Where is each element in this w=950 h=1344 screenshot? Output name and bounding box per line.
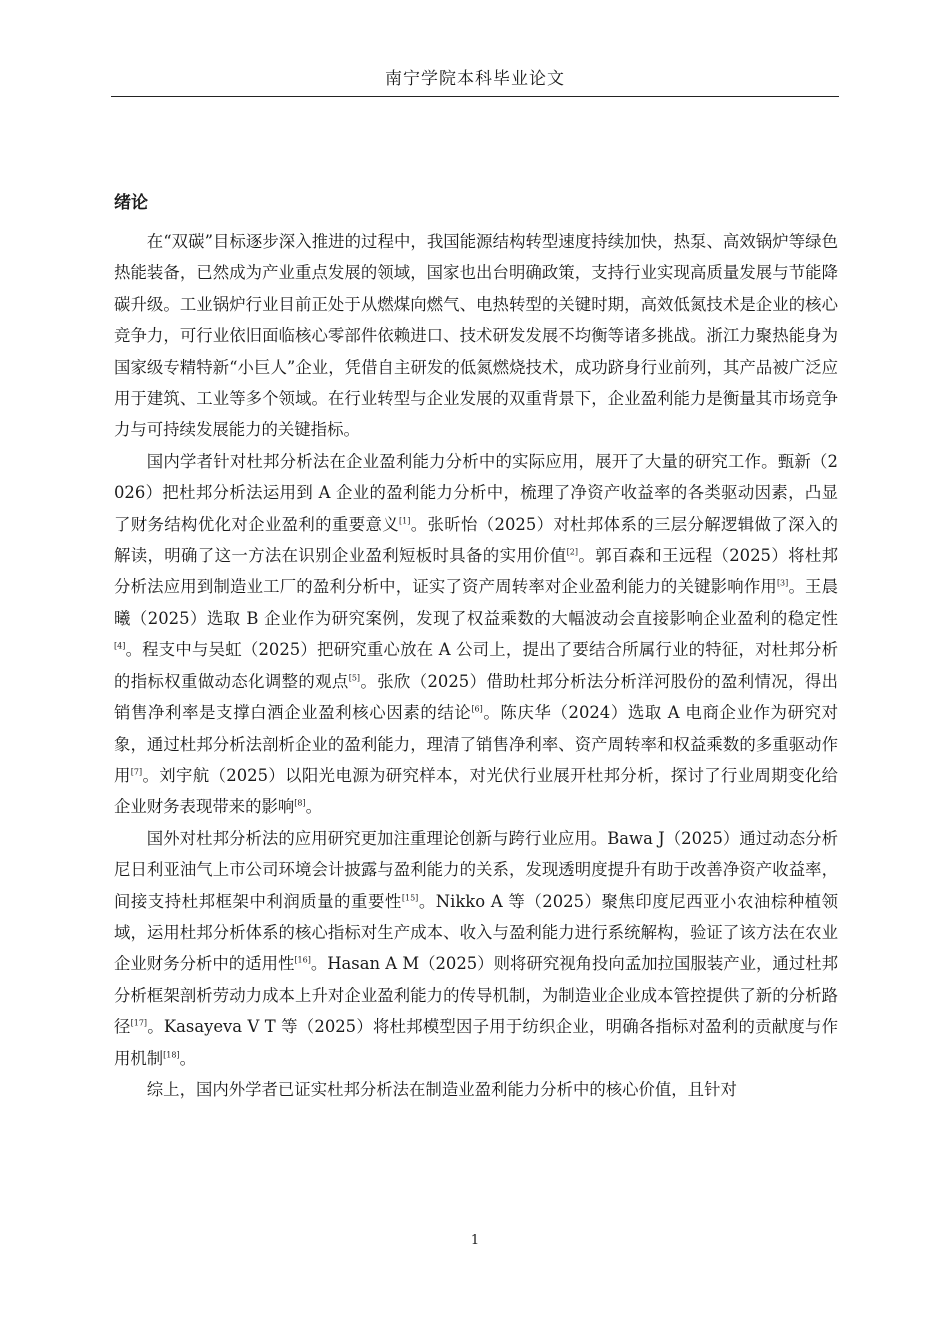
citation-marker: [15] xyxy=(401,893,419,903)
paragraph-intro: 在“双碳”目标逐步深入推进的过程中，我国能源结构转型速度持续加快，热泵、高效锅炉等绿色热能装备，已然成为产业重点发展的领域，国家也出台明确政策，支持行业实现高质量发展与节能降碳升级。工业锅炉行业目前正处于从燃煤向燃气、电热转型的关键时期，高效低氮技术是企业的核心竞争力，可行业依旧面临核心零部件依赖进口、技术研发发展不均衡等诸多挑战。浙江力聚热能身为国家级专精特新“小巨人”企业，凭借自主研发的低氮燃烧技术，成功跻身行业前列，其产品被广泛应用于建筑、工业等多个领域。在行业转型与企业发展的双重背景下，企业盈利能力是衡量其市场竞争力与可持续发展能力的关键指标。 xyxy=(114,232,838,440)
citation-marker: [7] xyxy=(130,767,143,777)
citation-marker: [3] xyxy=(776,579,789,588)
section-title: 绪论 xyxy=(114,193,148,213)
citation-marker: [6] xyxy=(471,704,483,714)
page-header xyxy=(111,66,839,97)
citation-marker: [18] xyxy=(163,1050,180,1060)
citation-marker: [17] xyxy=(130,1018,148,1028)
page-number: 1 xyxy=(470,1233,480,1248)
paragraph-domestic-research: 国内学者针对杜邦分析法在企业盈利能力分析中的实际应用，展开了大量的研究工作。甄新（2026）把杜邦分析法运用到 A 企业的盈利能力分析中，梳理了净资产收益率的各类驱动因素，凸显了财务结构优化对企业盈利的重要意义[1]。张昕怡（2025）对杜邦体系的三层分解逻辑做了深入的解读，明确了这一方法在识别企业盈利短板时具备的实用价值[2]。郭百森和王远程（2025）将杜邦分析法应用到制造业工厂的盈利分析中，证实了资产周转率对企业盈利能力的关键影响作用[3]。王晨曦（2025）选取 B 企业作为研究案例，发现了权益乘数的大幅波动会直接影响企业盈利的稳定性[4]。程支中与吴虹（2025）把研究重心放在 A 公司上，提出了要结合所属行业的特征，对杜邦分析的指标权重做动态化调整的观点[5]。张欣（2025）借助杜邦分析法分析洋河股份的盈利情况，得出销售净利率是支撑白酒企业盈利核心因素的结论[6]。陈庆华（2024）选取 A 电商企业作为研究对象，通过杜邦分析法剖析企业的盈利能力，理清了销售净利率、资产周转率和权益乘数的多重驱动作用[7]。刘宇航（2025）以阳光电源为研究样本，对光伏行业展开杜邦分析，探讨了行业周期变化给企业财务表现带来的影响[8]。 xyxy=(114,451,839,817)
citation-marker: [16] xyxy=(294,955,311,965)
document-body xyxy=(114,190,838,1105)
citation-marker: [8] xyxy=(294,798,306,808)
citation-marker: [5] xyxy=(348,673,361,683)
paragraph-summary: 综上，国内外学者已证实杜邦分析法在制造业盈利能力分析中的核心价值，且针对 xyxy=(146,1079,737,1099)
citation-marker: [1] xyxy=(399,516,411,526)
header-title: 南宁学院本科毕业论文 xyxy=(385,69,565,89)
citation-marker: [2] xyxy=(566,547,578,557)
citation-marker: [4] xyxy=(114,641,126,651)
paragraph-foreign-research: 国外对杜邦分析法的应用研究更加注重理论创新与跨行业应用。Bawa J（2025）通过动态分析尼日利亚油气上市公司环境会计披露与盈利能力的关系，发现透明度提升有助于改善净资产收益率，间接支持杜邦框架中利润质量的重要性[15]。Nikko A 等（2025）聚焦印度尼西亚小农油棕种植领域，运用杜邦分析体系的核心指标对生产成本、收入与盈利能力进行系统解构，验证了该方法在农业企业财务分析中的适用性[16]。Hasan A M（2025）则将研究视角投向孟加拉国服装产业，通过杜邦分析框架剖析劳动力成本上升对企业盈利能力的传导机制，为制造业企业成本管控提供了新的分析路径[17]。Kasayeva V T 等（2025）将杜邦模型因子用于纺织企业，明确各指标对盈利的贡献度与作用机制[18]。 xyxy=(114,828,839,1068)
